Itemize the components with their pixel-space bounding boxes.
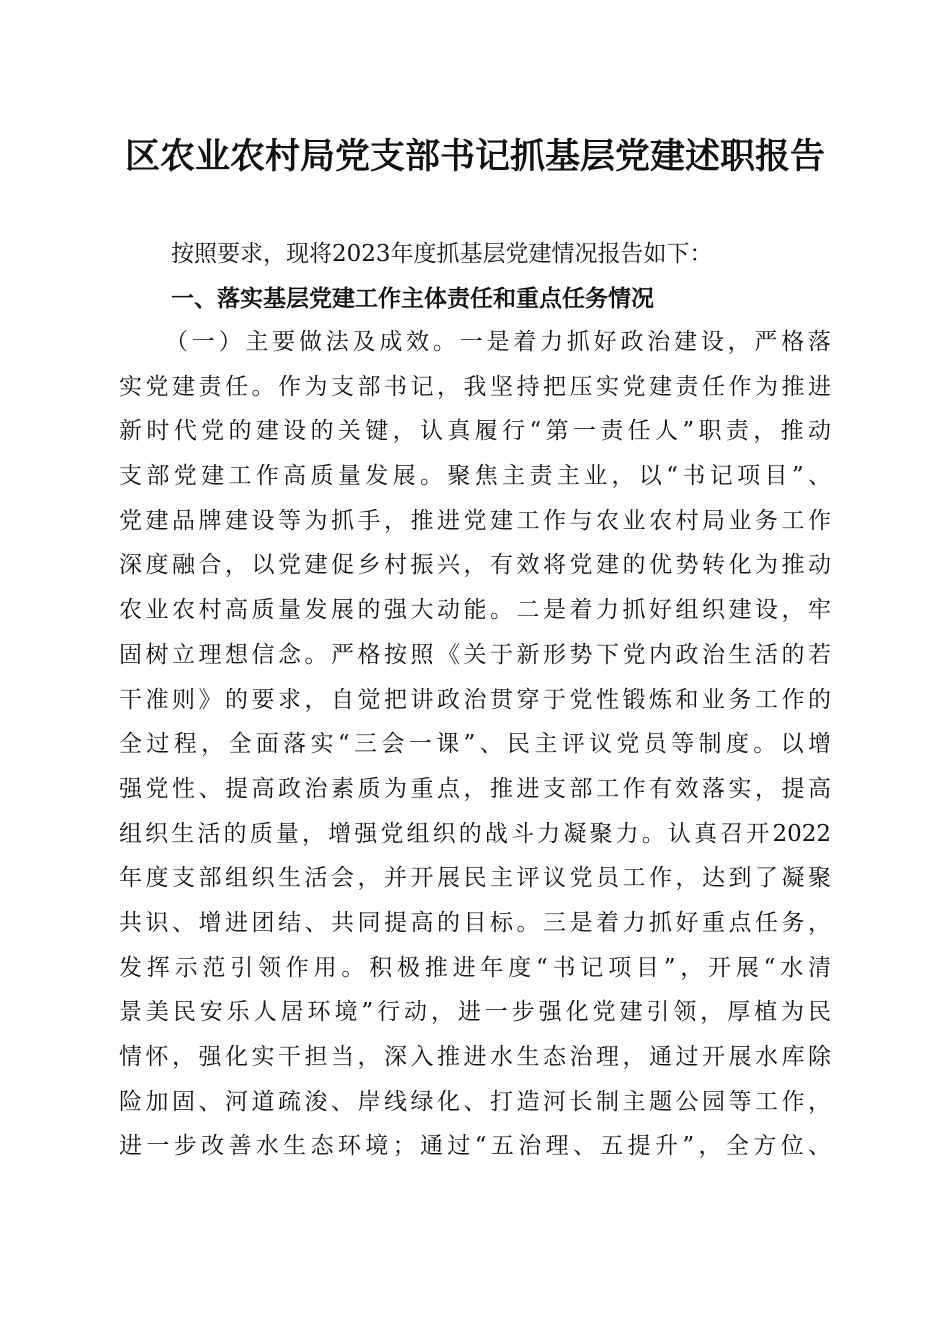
document-title: 区农业农村局党支部书记抓基层党建述职报告 (124, 136, 825, 177)
paragraph-line: 党建品牌建设等为抓手，推进党建工作与农业农村局业务工作 (119, 507, 831, 534)
paragraph-line: （一）主要做法及成效。一是着力抓好政治建设，严格落 (165, 329, 831, 355)
section-heading: 一、落实基层党建工作主体责任和重点任务情况 (171, 286, 654, 312)
paragraph-line: 进一步改善水生态环境；通过“五治理、五提升”，全方位、 (119, 1133, 831, 1160)
paragraph-line: 干准则》的要求，自觉把讲政治贯穿于党性锻炼和业务工作的 (119, 686, 831, 713)
paragraph-line: 险加固、河道疏浚、岸线绿化、打造河长制主题公园等工作， (119, 1088, 831, 1115)
paragraph-line: 农业农村高质量发展的强大动能。二是着力抓好组织建设，牢 (119, 597, 831, 624)
paragraph-line: 年度支部组织生活会，并开展民主评议党员工作，达到了凝聚 (119, 865, 831, 892)
paragraph-line: 实党建责任。作为支部书记，我坚持把压实党建责任作为推进 (119, 373, 831, 400)
intro-paragraph: 按照要求，现将2023年度抓基层党建情况报告如下： (171, 241, 713, 267)
paragraph-line: 支部党建工作高质量发展。聚焦主责主业，以“书记项目”、 (119, 463, 831, 490)
paragraph-line: 新时代党的建设的关键，认真履行“第一责任人”职责，推动 (119, 418, 831, 445)
paragraph-line: 固树立理想信念。严格按照《关于新形势下党内政治生活的若 (119, 641, 831, 668)
paragraph-line: 发挥示范引领作用。积极推进年度“书记项目”，开展“水清 (119, 954, 831, 981)
paragraph-line: 深度融合，以党建促乡村振兴，有效将党建的优势转化为推动 (119, 552, 831, 579)
paragraph-line: 情怀，强化实干担当，深入推进水生态治理，通过开展水库除 (119, 1044, 831, 1070)
paragraph-line: 组织生活的质量，增强党组织的战斗力凝聚力。认真召开2022 (119, 820, 831, 847)
body-paragraph (119, 322, 831, 1171)
paragraph-line: 强党性、提高政治素质为重点，推进支部工作有效落实，提高 (119, 775, 831, 802)
paragraph-line: 共识、增进团结、共同提高的目标。三是着力抓好重点任务， (119, 909, 831, 936)
paragraph-line: 景美民安乐人居环境”行动，进一步强化党建引领，厚植为民 (119, 999, 831, 1026)
paragraph-line: 全过程，全面落实“三会一课”、民主评议党员等制度。以增 (119, 731, 831, 758)
